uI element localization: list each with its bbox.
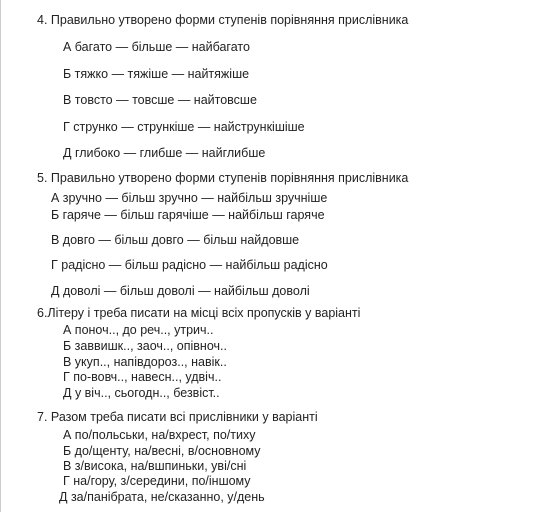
question-4-option-b: Б тяжко — тяжіше — найтяжіше xyxy=(63,67,250,81)
question-7-option-b: Б до/щенту, на/весні, в/основному xyxy=(63,444,261,458)
question-4-option-a: А багато — більше — найбагато xyxy=(63,40,250,54)
question-4-option-d: Г струнко — стрункіше — найстрункішіше xyxy=(63,120,305,134)
question-5-option-a: А зручно — більш зручно — найбільш зручніше xyxy=(51,191,328,205)
question-7-title: 7. Разом треба писати всі прислівники у варіанті xyxy=(37,410,318,424)
question-6-option-b: Б заввишк.., заоч.., опівноч.. xyxy=(63,339,227,353)
question-4-option-e: Д глибоко — глибше — найглибше xyxy=(63,146,266,160)
question-7-option-a: А по/польськи, на/вхрест, по/тиху xyxy=(63,428,256,442)
question-6-option-d: Г по-вовч.., навесн.., удвіч.. xyxy=(63,370,222,384)
question-5-option-c: В довго — більш довго — більш найдовше xyxy=(51,233,300,247)
question-4-title: 4. Правильно утворено форми ступенів порівняння прислівника xyxy=(37,13,409,27)
question-5-option-d: Г радісно — більш радісно — найбільш радісно xyxy=(51,258,328,272)
question-5-option-b: Б гаряче — більш гарячіше — найбільш гаряче xyxy=(51,208,325,222)
question-6-option-a: А поноч.., до реч.., утрич.. xyxy=(63,323,214,337)
question-5-title: 5. Правильно утворено форми ступенів порівняння прислівника xyxy=(37,171,409,185)
question-7-option-d: Г на/гору, з/середини, по/іншому xyxy=(63,474,251,488)
question-6-option-e: Д у віч.., сьогодн.., безвіст.. xyxy=(63,386,220,400)
question-7-option-e: Д за/панібрата, не/сказанно, у/день xyxy=(59,490,265,504)
question-5-option-e: Д доволі — більш доволі — найбільш доволі xyxy=(51,284,310,298)
question-7-option-c: В з/висока, на/вшпиньки, уві/сні xyxy=(63,459,247,473)
question-6-option-c: В укуп.., напівдороз.., навік.. xyxy=(63,355,227,369)
question-6-title: 6.Літеру і треба писати на місці всіх пропусків у варіанті xyxy=(37,306,361,320)
question-4-option-c: В товсто — товсше — найтовсше xyxy=(63,93,257,107)
